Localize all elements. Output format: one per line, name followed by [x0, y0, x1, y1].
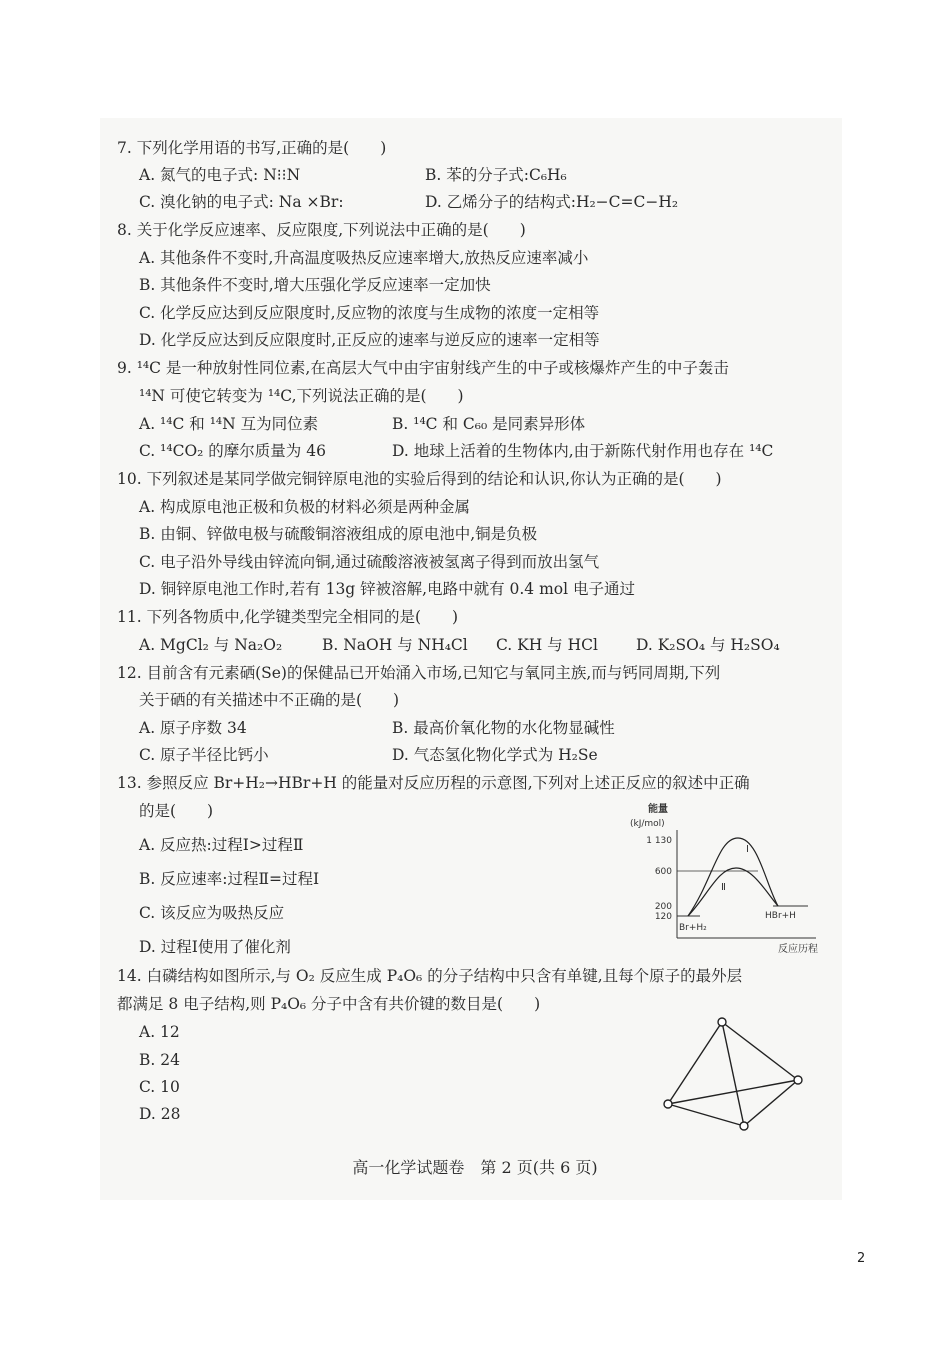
q11-option-d: D. K₂SO₄ 与 H₂SO₄ — [636, 636, 780, 654]
q13-option-b: B. 反应速率:过程Ⅱ=过程Ⅰ — [139, 870, 320, 888]
q8-option-a: A. 其他条件不变时,升高温度吸热反应速率增大,放热反应速率减小 — [139, 249, 589, 267]
curve-2-label: Ⅱ — [721, 882, 726, 893]
q8-option-d: D. 化学反应达到反应限度时,正反应的速率与逆反应的速率一定相等 — [139, 331, 600, 349]
q10-option-c: C. 电子沿外导线由锌流向铜,通过硫酸溶液被氢离子得到而放出氢气 — [139, 553, 600, 571]
y-tick-120: 120 — [654, 912, 672, 922]
reactants-label: Br+H₂ — [679, 923, 707, 933]
q13-stem-line1: 13. 参照反应 Br+H₂→HBr+H 的能量对反应历程的示意图,下列对上述正反应的叙述中正确 — [117, 774, 750, 792]
white-phosphorus-tetrahedron — [655, 1012, 815, 1136]
q13-stem-line2: 的是( ) — [139, 802, 214, 820]
energy-diagram — [618, 800, 828, 958]
q9-option-a: A. ¹⁴C 和 ¹⁴N 互为同位素 — [139, 415, 319, 433]
page-number: 2 — [857, 1251, 866, 1266]
q14-option-c: C. 10 — [139, 1078, 180, 1096]
q12-stem-line1: 12. 目前含有元素硒(Se)的保健品已开始涌入市场,已知它与氧同主族,而与钙同周期,下列 — [117, 664, 721, 682]
q11-option-a: A. MgCl₂ 与 Na₂O₂ — [139, 636, 283, 654]
q14-option-b: B. 24 — [139, 1051, 180, 1069]
q10-option-b: B. 由铜、锌做电极与硫酸铜溶液组成的原电池中,铜是负极 — [139, 525, 538, 543]
y-tick-1130: 1 130 — [646, 836, 672, 846]
q9-option-d: D. 地球上活着的生物体内,由于新陈代射作用也存在 ¹⁴C — [392, 442, 774, 460]
q10-option-a: A. 构成原电池正极和负极的材料必须是两种金属 — [139, 498, 471, 516]
q11-stem: 11. 下列各物质中,化学键类型完全相同的是( ) — [117, 608, 459, 626]
q8-stem: 8. 关于化学反应速率、反应限度,下列说法中正确的是( ) — [117, 221, 526, 239]
q14-stem-line1: 14. 白磷结构如图所示,与 O₂ 反应生成 P₄O₆ 的分子结构中只含有单键,且每个原子的最外层 — [117, 967, 743, 985]
q9-option-b: B. ¹⁴C 和 C₆₀ 是同素异形体 — [392, 415, 586, 433]
q9-option-c: C. ¹⁴CO₂ 的摩尔质量为 46 — [139, 442, 326, 460]
q10-option-d: D. 铜锌原电池工作时,若有 13g 锌被溶解,电路中就有 0.4 mol 电子通过 — [139, 580, 636, 598]
q12-option-c: C. 原子半径比钙小 — [139, 746, 269, 764]
q8-option-b: B. 其他条件不变时,增大压强化学反应速率一定加快 — [139, 276, 491, 294]
q7-option-a: A. 氮气的电子式: N⁝⁝N — [139, 166, 301, 184]
x-axis-title: 反应历程 — [778, 944, 818, 955]
y-tick-600: 600 — [654, 867, 672, 877]
page-footer: 高一化学试题卷 第 2 页(共 6 页) — [352, 1158, 598, 1177]
products-label: HBr+H — [765, 911, 796, 921]
q7-option-c: C. 溴化钠的电子式: Na ×Br: — [139, 193, 344, 211]
q9-stem-line2: ¹⁴N 可使它转变为 ¹⁴C,下列说法正确的是( ) — [139, 387, 464, 405]
q12-option-b: B. 最高价氧化物的水化物显碱性 — [392, 719, 615, 737]
q10-stem: 10. 下列叙述是某同学做完铜锌原电池的实验后得到的结论和认识,你认为正确的是( ) — [117, 470, 722, 488]
curve-1 — [688, 838, 778, 916]
q14-stem-line2: 都满足 8 电子结构,则 P₄O₆ 分子中含有共价键的数目是( ) — [117, 995, 541, 1013]
q12-option-a: A. 原子序数 34 — [139, 719, 247, 737]
q7-option-b: B. 苯的分子式:C₆H₆ — [425, 166, 567, 184]
q13-option-a: A. 反应热:过程Ⅰ>过程Ⅱ — [139, 836, 304, 854]
curve-1-label: Ⅰ — [746, 844, 749, 855]
q11-option-c: C. KH 与 HCl — [496, 636, 598, 654]
y-axis-title: 能量 — [648, 804, 668, 815]
q8-option-c: C. 化学反应达到反应限度时,反应物的浓度与生成物的浓度一定相等 — [139, 304, 600, 322]
q9-stem-line1: 9. ¹⁴C 是一种放射性同位素,在高层大气中由宇宙射线产生的中子或核爆炸产生的中子轰击 — [117, 359, 729, 377]
y-axis-unit: (kJ/mol) — [630, 819, 665, 829]
q14-option-d: D. 28 — [139, 1105, 181, 1123]
q13-option-c: C. 该反应为吸热反应 — [139, 904, 285, 922]
q14-option-a: A. 12 — [139, 1023, 180, 1041]
q12-option-d: D. 气态氢化物化学式为 H₂Se — [392, 746, 598, 764]
q13-option-d: D. 过程Ⅰ使用了催化剂 — [139, 938, 291, 956]
q7-stem: 7. 下列化学用语的书写,正确的是( ) — [117, 139, 387, 157]
q12-stem-line2: 关于硒的有关描述中不正确的是( ) — [139, 691, 400, 709]
y-tick-200: 200 — [654, 902, 672, 912]
q11-option-b: B. NaOH 与 NH₄Cl — [322, 636, 468, 654]
q7-option-d: D. 乙烯分子的结构式:H₂−C=C−H₂ — [425, 193, 679, 211]
